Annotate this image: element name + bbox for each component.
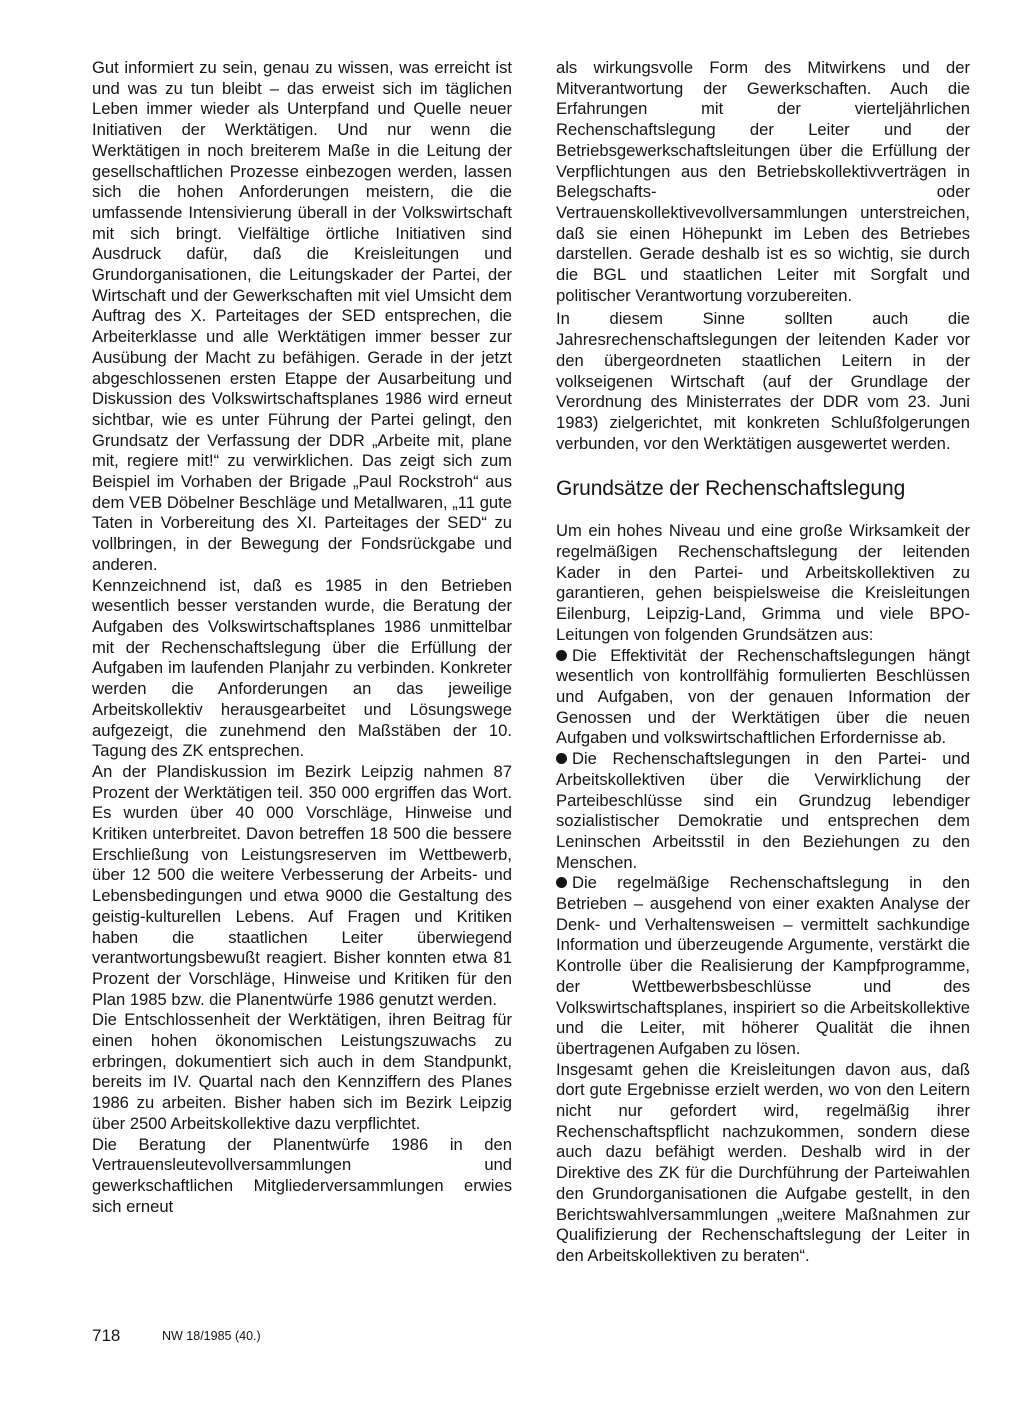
body-paragraph: als wirkungsvolle Form des Mitwirkens und der Mitverantwortung der Gewerkschaften. Auch die Erfahrungen mit der vierteljährlichen Rechenschaftslegung der Leiter und der Betriebsgewerkschaftsleitungen über die Erfüllung der Verpflichtungen aus den Betriebskollektivverträgen in Belegschafts- oder Vertrauenskollektivevollversammlungen unterstreichen, daß sie einen Höhepunkt im Leben des Betriebes darstellen. Gerade deshalb ist es so wichtig, sie durch die BGL und staatlichen Leiter mit Sorgfalt und politischer Verantwortung vorzubereiten.: [556, 58, 970, 305]
body-paragraph: Gut informiert zu sein, genau zu wissen, was erreicht ist und was zu tun bleibt – das erweist sich im täglichen Leben immer wieder als Unterpfand und Quelle neuer Initiativen der Werktätigen. Und nur wenn die Werktätigen in noch breiterem Maße in die Leitung der gesellschaftlichen Prozesse einbezogen werden, lassen sich die hohen Anforderungen meistern, die die umfassende Intensivierung überall in der Volkswirtschaft mit sich bringt. Vielfältige örtliche Initiativen sind Ausdruck dafür, daß die Kreisleitungen und Grundorganisationen, die Leitungskader der Partei, der Wirtschaft und der Gewerkschaften mit viel Umsicht dem Auftrag des X. Parteitages der SED entsprechen, die Arbeiterklasse und alle Werktätigen immer besser zur Ausübung der Macht zu befähigen. Gerade in der jetzt abgeschlossenen ersten Etappe der Ausarbeitung und Diskussion des Volkswirtschaftsplanes 1986 wird erneut sichtbar, wie es unter Führung der Partei gelingt, den Grundsatz der Verfassung der DDR „Arbeite mit, plane mit, regiere mit!“ zu verwirklichen. Das zeigt sich zum Beispiel im Vorhaben der Brigade „Paul Rockstroh“ aus dem VEB Döbelner Beschläge und Metallwaren, „11 gute Taten in Vorbereitung des XI. Parteitages der SED“ zu vollbringen, in der Bewegung der Fondsrückgabe und anderen.: [92, 58, 512, 574]
section-intro-paragraph: Um ein hohes Niveau und eine große Wirksamkeit der regelmäßigen Rechenschaftslegung der leitenden Kader in den Partei- und Arbeitskollektiven zu garantieren, gehen beispielsweise die Kreisleitungen Eilenburg, Leipzig-Land, Grimma und viele BPO-Leitungen von folgenden Grundsätzen aus:: [556, 521, 970, 644]
issue-reference: NW 18/1985 (40.): [162, 1329, 261, 1343]
right-column-intro-text: [556, 58, 970, 454]
bullet-item: [556, 749, 970, 873]
section-body: [556, 521, 970, 1266]
section-heading: Grundsätze der Rechenschaftslegung: [556, 477, 906, 501]
bullet-item: [556, 873, 970, 1059]
right-column: [556, 58, 970, 1267]
bullet-text: Die Rechenschaftslegungen in den Partei- und Arbeitskollektiven über die Verwirklichung der Parteibeschlüsse sind ein Grundzug lebendiger sozialistischer Demokratie und entsprechen dem Leninschen Arbeitsstil in den Beziehungen zu den Menschen.: [556, 749, 970, 872]
bullet-dot-icon: [556, 753, 567, 764]
page-number: 718: [92, 1326, 121, 1345]
bullet-dot-icon: [556, 650, 567, 661]
bullet-text: Die Effektivität der Rechenschaftslegungen hängt wesentlich von kontrollfähig formulierten Beschlüssen und Aufgaben, von der genauen Information der Genossen und der Werktätigen über die neuen Aufgaben und volkswirtschaftlichen Erfordernisse ab.: [556, 645, 970, 748]
body-paragraph: In diesem Sinne sollten auch die Jahresrechenschaftslegungen der leitenden Kader vor den übergeordneten staatlichen Leitern in der volkseigenen Wirtschaft (auf der Grundlage der Verordnung des Ministerrates der DDR vom 23. Juni 1983) zielgerichtet, mit konkreten Schlußfolgerungen verbunden, vor den Werktätigen ausgewertet werden.: [556, 309, 970, 453]
left-column: [92, 58, 512, 1217]
closing-paragraph: Insgesamt gehen die Kreisleitungen davon aus, daß dort gute Ergebnisse erzielt werden, wo von den Leitern nicht nur gefordert wird, regelmäßig ihrer Rechenschaftspflicht nachzukommen, sondern diese auch dazu befähigt werden. Deshalb wird in der Direktive des ZK für die Durchführung der Parteiwahlen den Grundorganisationen die Aufgabe gestellt, in den Berichtswahlversammlungen „weitere Maßnahmen zur Qualifizierung der Rechenschaftslegung der Leiter in den Arbeitskollektiven zu beraten“.: [556, 1059, 970, 1265]
body-paragraph: Die Entschlossenheit der Werktätigen, ihren Beitrag für einen hohen ökonomischen Leistungszuwachs zu erbringen, dokumentiert sich auch in dem Standpunkt, bereits im IV. Quartal nach den Kennziffern des Planes 1986 zu arbeiten. Bisher haben sich im Bezirk Leipzig über 2500 Arbeitskollektive dazu verpflichtet.: [92, 1010, 512, 1133]
body-paragraph: Die Beratung der Planentwürfe 1986 in den Vertrauensleutevollversammlungen und gewerkschaftlichen Mitgliederversammlungen erwies sich erneut: [92, 1134, 512, 1216]
body-paragraph: Kennzeichnend ist, daß es 1985 in den Betrieben wesentlich besser verstanden wurde, die Beratung der Aufgaben des Volkswirtschaftsplanes 1986 unmittelbar mit der Rechenschaftslegung über die Erfüllung der Aufgaben im laufenden Planjahr zu verbinden. Konkreter werden die Anforderungen an das jeweilige Arbeitskollektiv herausgearbeitet und Lösungswege aufgezeigt, die zunehmend den Maßstäben der 10. Tagung des ZK entsprechen.: [92, 575, 512, 761]
body-paragraph: An der Plandiskussion im Bezirk Leipzig nahmen 87 Prozent der Werktätigen teil. 350 000 ergriffen das Wort. Es wurden über 40 000 Vorschläge, Hinweise und Kritiken unterbreitet. Davon betreffen 18 500 die bessere Erschließung von Leistungsreserven im Wettbewerb, über 12 500 die weitere Verbesserung der Arbeits- und Lebensbedingungen und etwa 9000 die Gestaltung des geistig-kulturellen Lebens. Auf Fragen und Kritiken haben die staatlichen Leiter überwiegend verantwortungsbewußt reagiert. Bisher konnten etwa 81 Prozent der Vorschläge, Hinweise und Kritiken für den Plan 1985 bzw. die Planentwürfe 1986 genutzt werden.: [92, 761, 512, 1009]
bullet-item: [556, 646, 970, 750]
bullet-text: Die regelmäßige Rechenschaftslegung in den Betrieben – ausgehend von einer exakten Analyse der Denk- und Verhaltensweisen – vermittelt sachkundige Information und überzeugende Argumente, verstärkt die Kontrolle über die Realisierung der Kampfprogramme, der Wettbewerbsbeschlüsse und des Volkswirtschaftsplanes, inspiriert so die Arbeitskollektive und die Leiter, mit höherer Qualität die ihnen übertragenen Aufgaben zu lösen.: [556, 873, 970, 1058]
bullet-dot-icon: [556, 877, 567, 888]
